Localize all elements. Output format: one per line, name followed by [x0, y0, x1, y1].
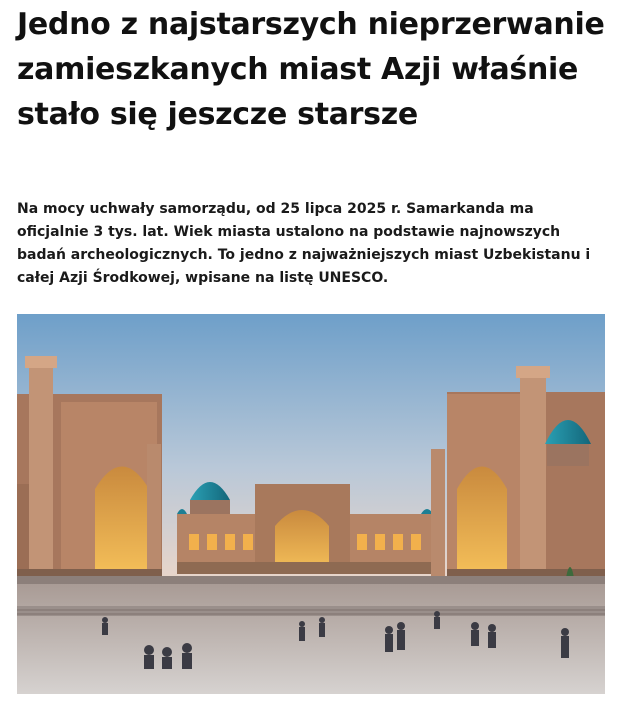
- square-floor: [17, 582, 605, 694]
- headline: Jedno z najstarszych nieprzerwanie zamieszkanych miast Azji właśnie stało się jeszcze starsze: [17, 7, 605, 132]
- right-madrasa: [431, 366, 605, 584]
- lead-paragraph: Na mocy uchwały samorządu, od 25 lipca 2025 r. Samarkanda ma oficjalnie 3 tys. lat. Wiek miasta ustalono na podstawie najnowszych badań archeologicznych. To jedno z najważniejszych miast Uzbekistanu i całej Azji Środkowej, wpisane na listę UNESCO.: [17, 201, 591, 286]
- registan-photo: [17, 314, 605, 694]
